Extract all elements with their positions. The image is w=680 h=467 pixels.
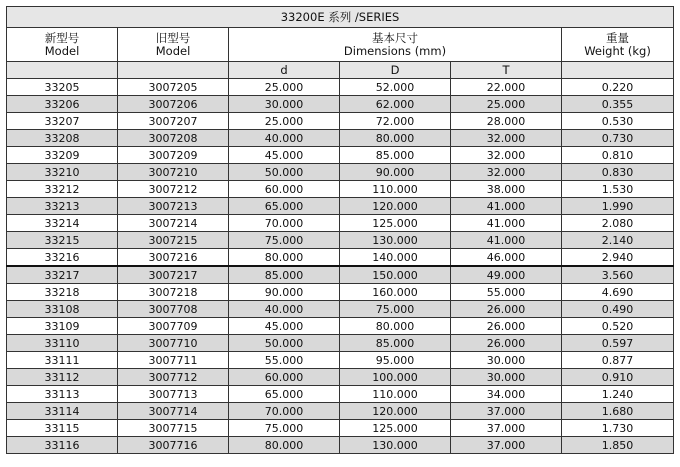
table-row — [7, 437, 674, 454]
table-row — [7, 113, 674, 130]
cell-weight: 0.730 — [562, 130, 674, 147]
cell-old-model: 3007714 — [118, 403, 229, 420]
header-old-model-en: Model — [155, 43, 191, 58]
cell-weight: 0.830 — [562, 164, 674, 181]
cell-dim-d: 75.000 — [229, 420, 340, 437]
header-new-model — [7, 28, 118, 62]
header-dimensions — [229, 28, 562, 62]
cell-dim-T: 38.000 — [451, 181, 562, 198]
cell-weight: 0.597 — [562, 335, 674, 352]
cell-dim-T: 41.000 — [451, 215, 562, 232]
cell-dim-D: 120.000 — [340, 198, 451, 215]
cell-new-model: 33207 — [7, 113, 118, 130]
cell-dim-T: 32.000 — [451, 130, 562, 147]
cell-dim-T: 32.000 — [451, 147, 562, 164]
cell-new-model: 33109 — [7, 318, 118, 335]
cell-dim-d: 70.000 — [229, 215, 340, 232]
cell-new-model: 33113 — [7, 386, 118, 403]
cell-old-model: 3007205 — [118, 79, 229, 96]
cell-dim-D: 110.000 — [340, 181, 451, 198]
subheader-blank-3 — [562, 62, 674, 79]
cell-new-model: 33116 — [7, 437, 118, 454]
cell-dim-d: 55.000 — [229, 352, 340, 369]
header-old-model — [118, 28, 229, 62]
header-weight-cn: 重量 — [606, 30, 630, 45]
cell-dim-D: 80.000 — [340, 318, 451, 335]
cell-dim-d: 60.000 — [229, 369, 340, 386]
cell-dim-d: 40.000 — [229, 301, 340, 318]
title-row — [7, 7, 674, 28]
cell-dim-D: 75.000 — [340, 301, 451, 318]
cell-dim-T: 37.000 — [451, 420, 562, 437]
cell-dim-T: 37.000 — [451, 437, 562, 454]
cell-dim-D: 125.000 — [340, 420, 451, 437]
cell-dim-d: 90.000 — [229, 284, 340, 301]
cell-old-model: 3007212 — [118, 181, 229, 198]
cell-old-model: 3007716 — [118, 437, 229, 454]
cell-weight: 1.530 — [562, 181, 674, 198]
cell-dim-D: 140.000 — [340, 249, 451, 267]
cell-old-model: 3007708 — [118, 301, 229, 318]
cell-dim-d: 70.000 — [229, 403, 340, 420]
cell-dim-D: 150.000 — [340, 266, 451, 284]
table-row — [7, 79, 674, 96]
table-row — [7, 301, 674, 318]
cell-dim-T: 30.000 — [451, 352, 562, 369]
header-weight-en: Weight (kg) — [584, 43, 651, 58]
subheader-d: d — [229, 62, 340, 79]
cell-dim-D: 80.000 — [340, 130, 451, 147]
cell-dim-d: 30.000 — [229, 96, 340, 113]
table-row — [7, 147, 674, 164]
cell-weight: 0.910 — [562, 369, 674, 386]
cell-new-model: 33114 — [7, 403, 118, 420]
cell-new-model: 33115 — [7, 420, 118, 437]
cell-old-model: 3007711 — [118, 352, 229, 369]
cell-dim-D: 95.000 — [340, 352, 451, 369]
cell-dim-d: 80.000 — [229, 437, 340, 454]
cell-dim-T: 30.000 — [451, 369, 562, 386]
table-row — [7, 266, 674, 284]
table-row — [7, 369, 674, 386]
cell-new-model: 33108 — [7, 301, 118, 318]
cell-dim-D: 52.000 — [340, 79, 451, 96]
cell-dim-D: 85.000 — [340, 147, 451, 164]
cell-old-model: 3007210 — [118, 164, 229, 181]
cell-dim-T: 37.000 — [451, 403, 562, 420]
cell-dim-D: 90.000 — [340, 164, 451, 181]
cell-dim-T: 26.000 — [451, 335, 562, 352]
cell-weight: 2.140 — [562, 232, 674, 249]
table-row — [7, 249, 674, 267]
cell-dim-d: 65.000 — [229, 198, 340, 215]
cell-new-model: 33218 — [7, 284, 118, 301]
bearing-spec-table — [6, 6, 674, 454]
header-new-model-cn: 新型号 — [44, 30, 80, 45]
cell-dim-d: 50.000 — [229, 335, 340, 352]
spec-table-container — [6, 6, 674, 454]
cell-dim-d: 40.000 — [229, 130, 340, 147]
cell-old-model: 3007713 — [118, 386, 229, 403]
cell-old-model: 3007709 — [118, 318, 229, 335]
cell-dim-T: 49.000 — [451, 266, 562, 284]
cell-new-model: 33205 — [7, 79, 118, 96]
table-row — [7, 96, 674, 113]
header-weight — [562, 28, 674, 62]
cell-dim-D: 130.000 — [340, 232, 451, 249]
cell-new-model: 33209 — [7, 147, 118, 164]
header-row — [7, 28, 674, 62]
table-row — [7, 215, 674, 232]
cell-weight: 1.240 — [562, 386, 674, 403]
cell-weight: 0.520 — [562, 318, 674, 335]
cell-dim-T: 41.000 — [451, 232, 562, 249]
cell-new-model: 33111 — [7, 352, 118, 369]
cell-dim-T: 34.000 — [451, 386, 562, 403]
cell-dim-D: 100.000 — [340, 369, 451, 386]
cell-new-model: 33217 — [7, 266, 118, 284]
cell-dim-T: 26.000 — [451, 301, 562, 318]
cell-old-model: 3007712 — [118, 369, 229, 386]
cell-dim-T: 41.000 — [451, 198, 562, 215]
cell-dim-T: 28.000 — [451, 113, 562, 130]
table-row — [7, 130, 674, 147]
cell-dim-D: 72.000 — [340, 113, 451, 130]
cell-dim-d: 25.000 — [229, 113, 340, 130]
cell-old-model: 3007217 — [118, 266, 229, 284]
cell-new-model: 33213 — [7, 198, 118, 215]
subheader-T: T — [451, 62, 562, 79]
table-row — [7, 232, 674, 249]
cell-old-model: 3007710 — [118, 335, 229, 352]
cell-dim-d: 50.000 — [229, 164, 340, 181]
cell-dim-d: 45.000 — [229, 147, 340, 164]
cell-dim-T: 46.000 — [451, 249, 562, 267]
cell-new-model: 33214 — [7, 215, 118, 232]
cell-dim-D: 120.000 — [340, 403, 451, 420]
cell-old-model: 3007208 — [118, 130, 229, 147]
table-row — [7, 386, 674, 403]
cell-dim-T: 26.000 — [451, 318, 562, 335]
cell-dim-d: 60.000 — [229, 181, 340, 198]
cell-old-model: 3007216 — [118, 249, 229, 267]
subheader-D: D — [340, 62, 451, 79]
cell-weight: 0.355 — [562, 96, 674, 113]
cell-old-model: 3007218 — [118, 284, 229, 301]
cell-new-model: 33112 — [7, 369, 118, 386]
cell-weight: 1.990 — [562, 198, 674, 215]
table-row — [7, 181, 674, 198]
cell-dim-T: 32.000 — [451, 164, 562, 181]
cell-new-model: 33206 — [7, 96, 118, 113]
table-row — [7, 198, 674, 215]
cell-weight: 0.530 — [562, 113, 674, 130]
cell-dim-D: 62.000 — [340, 96, 451, 113]
cell-dim-d: 25.000 — [229, 79, 340, 96]
subheader-blank-2 — [118, 62, 229, 79]
cell-weight: 2.940 — [562, 249, 674, 267]
cell-old-model: 3007213 — [118, 198, 229, 215]
cell-weight: 3.560 — [562, 266, 674, 284]
cell-weight: 0.877 — [562, 352, 674, 369]
cell-dim-d: 45.000 — [229, 318, 340, 335]
cell-weight: 1.730 — [562, 420, 674, 437]
header-old-model-cn: 旧型号 — [155, 30, 191, 45]
cell-dim-d: 80.000 — [229, 249, 340, 267]
cell-new-model: 33212 — [7, 181, 118, 198]
table-row — [7, 318, 674, 335]
cell-old-model: 3007715 — [118, 420, 229, 437]
cell-dim-T: 22.000 — [451, 79, 562, 96]
cell-weight: 1.680 — [562, 403, 674, 420]
table-title: 33200E 系列 /SERIES — [7, 7, 674, 28]
cell-new-model: 33208 — [7, 130, 118, 147]
cell-dim-T: 25.000 — [451, 96, 562, 113]
header-new-model-en: Model — [44, 43, 80, 58]
cell-dim-d: 85.000 — [229, 266, 340, 284]
table-row — [7, 164, 674, 181]
cell-dim-D: 160.000 — [340, 284, 451, 301]
cell-new-model: 33215 — [7, 232, 118, 249]
cell-dim-D: 125.000 — [340, 215, 451, 232]
cell-old-model: 3007209 — [118, 147, 229, 164]
cell-weight: 2.080 — [562, 215, 674, 232]
table-row — [7, 403, 674, 420]
cell-weight: 0.810 — [562, 147, 674, 164]
cell-weight: 1.850 — [562, 437, 674, 454]
cell-dim-D: 110.000 — [340, 386, 451, 403]
table-row — [7, 284, 674, 301]
table-row — [7, 352, 674, 369]
cell-dim-D: 130.000 — [340, 437, 451, 454]
cell-new-model: 33210 — [7, 164, 118, 181]
cell-new-model: 33216 — [7, 249, 118, 267]
table-body — [7, 79, 674, 454]
header-dimensions-en: Dimensions (mm) — [343, 43, 447, 58]
cell-dim-d: 75.000 — [229, 232, 340, 249]
cell-old-model: 3007206 — [118, 96, 229, 113]
subheader-row — [7, 62, 674, 79]
header-dimensions-cn: 基本尺寸 — [372, 30, 418, 45]
cell-old-model: 3007214 — [118, 215, 229, 232]
table-row — [7, 335, 674, 352]
cell-dim-T: 55.000 — [451, 284, 562, 301]
cell-weight: 4.690 — [562, 284, 674, 301]
table-row — [7, 420, 674, 437]
cell-weight: 0.220 — [562, 79, 674, 96]
subheader-blank-1 — [7, 62, 118, 79]
cell-old-model: 3007207 — [118, 113, 229, 130]
cell-dim-d: 65.000 — [229, 386, 340, 403]
cell-weight: 0.490 — [562, 301, 674, 318]
cell-new-model: 33110 — [7, 335, 118, 352]
cell-dim-D: 85.000 — [340, 335, 451, 352]
cell-old-model: 3007215 — [118, 232, 229, 249]
